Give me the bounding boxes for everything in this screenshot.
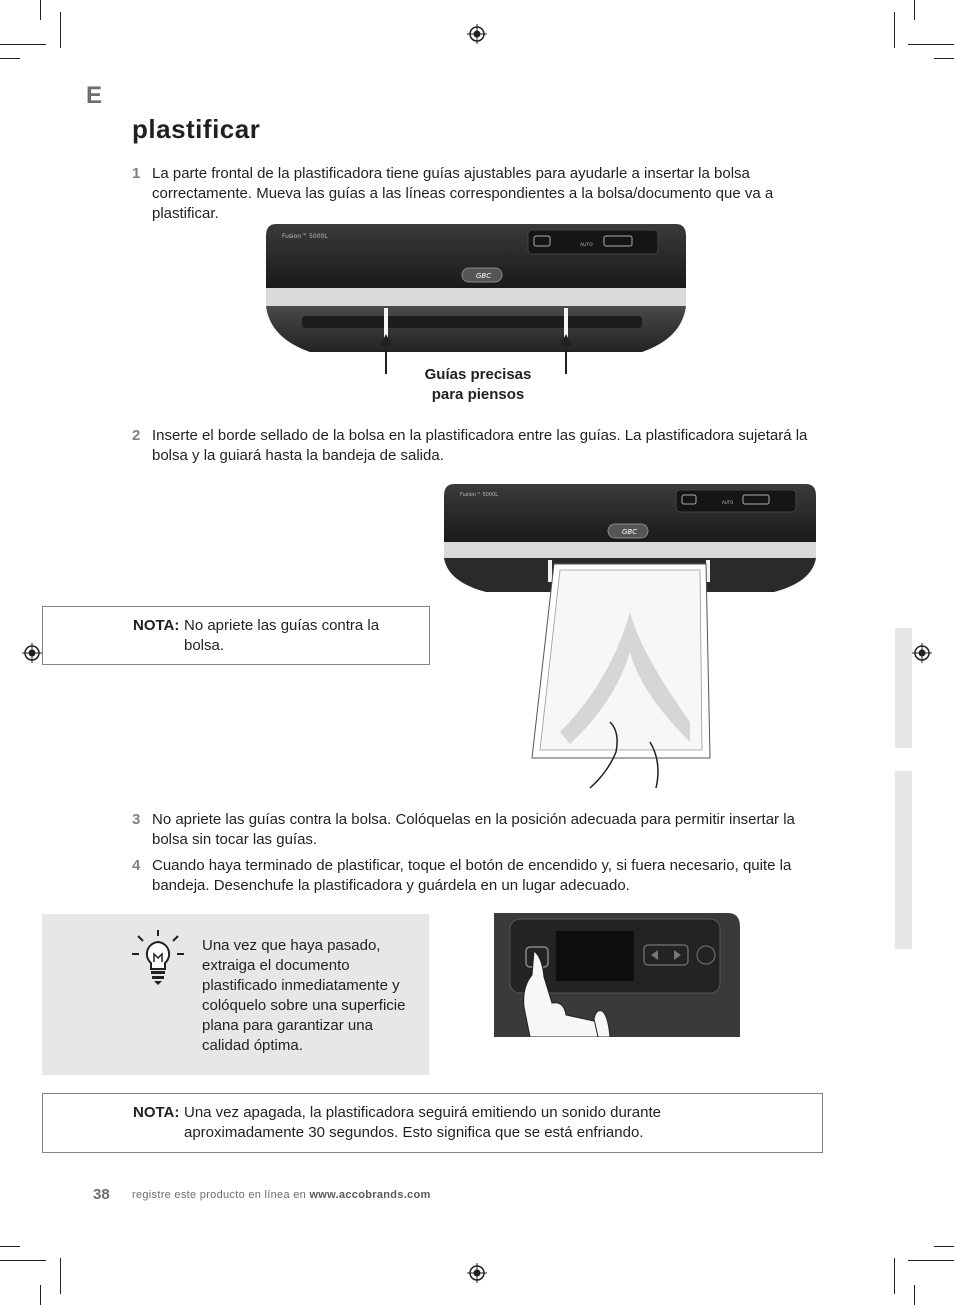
registration-mark-icon (912, 643, 932, 663)
step-4 (132, 856, 832, 898)
crop-mark (934, 58, 954, 59)
note-box (42, 1093, 823, 1153)
footer-label: registre este producto en línea en (132, 1189, 310, 1201)
laminator-auto-label: AUTO (580, 243, 593, 248)
tip-box (42, 914, 429, 1075)
step-number: 1 (132, 165, 141, 182)
registration-mark-icon (467, 24, 487, 44)
laminator-front-illustration (262, 222, 690, 378)
crop-mark (934, 1246, 954, 1247)
step-2 (132, 426, 832, 468)
side-tab (895, 628, 912, 748)
callout-line: para piensos (431, 386, 525, 403)
registration-mark-icon (22, 643, 42, 663)
language-letter: E (86, 82, 103, 109)
crop-mark (0, 58, 20, 59)
lightbulb-icon (130, 928, 186, 986)
crop-mark (0, 1246, 20, 1247)
guides-callout (398, 365, 558, 405)
crop-mark (908, 1260, 954, 1261)
step-1 (132, 164, 832, 226)
side-tab (895, 771, 912, 949)
step-text: Cuando haya terminado de plastificar, toque el botón de encendido y, si fuera necesario, quite la bandeja. Desenchufe la plastificadora y guárdela en un lugar adecuado. (152, 857, 792, 894)
tip-text: Una vez que haya pasado, extraiga el documento plastificado inmediatamente y colóquelo sobre una superficie plana para garantizar una calidad óptima. (202, 937, 406, 1054)
step-number: 2 (132, 427, 141, 444)
crop-mark (40, 1285, 41, 1305)
crop-mark (894, 12, 895, 48)
note-text: bolsa. (184, 637, 225, 654)
crop-mark (60, 12, 61, 48)
note-text: No apriete las guías contra la (184, 617, 380, 634)
laminator-brand-label: GBC (622, 528, 638, 536)
note-text: aproximadamente 30 segundos. Esto significa que se está enfriando. (184, 1124, 644, 1141)
footer-url-link[interactable]: www.accobrands.com (309, 1189, 431, 1201)
crop-mark (914, 1285, 915, 1305)
page-title: plastificar (132, 114, 261, 144)
step-number: 4 (132, 857, 141, 874)
step-text: La parte frontal de la plastificadora tiene guías ajustables para ayudarle a insertar la bolsa correctamente. Mueva las guías a las líneas correspondientes a la bolsa/documento que va a plastificar. (152, 165, 774, 222)
step-number: 3 (132, 811, 141, 828)
step-text: No apriete las guías contra la bolsa. Colóquelas en la posición adecuada para permitir insertar la bolsa sin tocar las guías. (152, 811, 795, 848)
step-3 (132, 810, 832, 852)
callout-line: Guías precisas (424, 366, 532, 383)
crop-mark (914, 0, 915, 20)
laminator-auto-label: AUTO (722, 500, 734, 505)
note-label: NOTA: (133, 617, 180, 634)
laminator-brand-label: GBC (476, 272, 492, 280)
crop-mark (894, 1258, 895, 1294)
crop-mark (40, 0, 41, 20)
registration-mark-icon (467, 1263, 487, 1283)
control-panel-illustration (494, 911, 740, 1037)
crop-mark (908, 44, 954, 45)
crop-mark (60, 1258, 61, 1294)
footer-text (132, 1189, 431, 1201)
laminator-model-label: Fusion™ 5000L (460, 492, 499, 498)
note-label: NOTA: (133, 1104, 180, 1121)
laminator-model-label: Fusion™ 5000L (282, 233, 328, 240)
note-text: Una vez apagada, la plastificadora seguirá emitiendo un sonido durante (184, 1104, 661, 1121)
laminator-pouch-illustration (440, 482, 822, 792)
page-number: 38 (93, 1186, 110, 1203)
crop-mark (0, 44, 46, 45)
note-box (42, 606, 430, 665)
step-text: Inserte el borde sellado de la bolsa en la plastificadora entre las guías. La plastificadora sujetará la bolsa y la guiará hasta la bandeja de salida. (152, 427, 808, 464)
crop-mark (0, 1260, 46, 1261)
